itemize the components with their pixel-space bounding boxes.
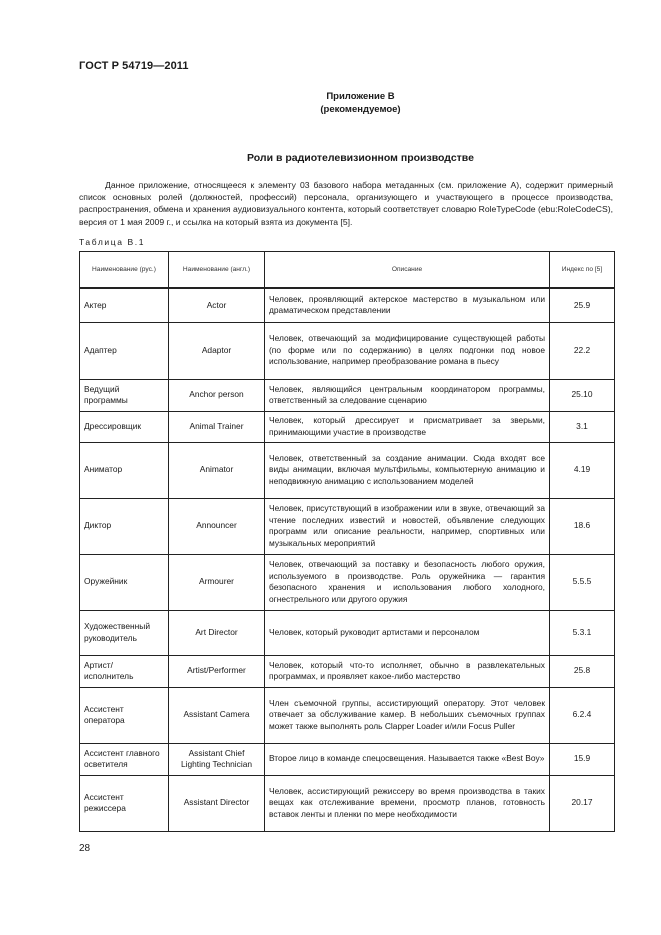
cell-index: 3.1 (550, 411, 615, 442)
cell-index: 18.6 (550, 498, 615, 554)
cell-name-en: Assistant Camera (169, 687, 265, 743)
cell-name-en: Announcer (169, 498, 265, 554)
roles-table (79, 251, 615, 832)
cell-description: Второе лицо в команде спецосвещения. Называется также «Best Boy» (265, 743, 550, 775)
cell-index: 6.2.4 (550, 687, 615, 743)
section-title: Роли в радиотелевизионном производстве (247, 152, 474, 164)
table-header-row (80, 252, 615, 289)
table-row (80, 411, 615, 442)
cell-name-en: Artist/Performer (169, 655, 265, 687)
table-row (80, 687, 615, 743)
header-name-en: Наименование (англ.) (169, 252, 265, 289)
cell-description: Человек, ответственный за создание анимации. Сюда входят все виды анимации, включая мультфильмы, компьютерную анимацию и неподвижную анимацию с использованием моделей (265, 442, 550, 498)
cell-name-en: Armourer (169, 554, 265, 610)
cell-name-ru: Ведущий программы (80, 379, 169, 411)
cell-name-ru: Адаптер (80, 322, 169, 379)
cell-index: 22.2 (550, 322, 615, 379)
document-code: ГОСТ Р 54719—2011 (79, 60, 189, 72)
cell-name-en: Assistant Chief Lighting Technician (169, 743, 265, 775)
cell-name-en: Assistant Director (169, 775, 265, 831)
cell-name-ru: Актер (80, 288, 169, 322)
cell-name-ru: Ассистент режиссера (80, 775, 169, 831)
cell-name-ru: Диктор (80, 498, 169, 554)
cell-name-en: Adaptor (169, 322, 265, 379)
table-row (80, 288, 615, 322)
cell-index: 5.5.5 (550, 554, 615, 610)
cell-description: Человек, который дрессирует и присматривает за зверьми, принимающими участие в производстве (265, 411, 550, 442)
cell-description: Человек, являющийся центральным координатором программы, ответственный за следование сценарию (265, 379, 550, 411)
cell-name-en: Actor (169, 288, 265, 322)
cell-name-en: Animator (169, 442, 265, 498)
cell-description: Человек, присутствующий в изображении или в звуке, отвечающий за чтение последних известий и новостей, объявление следующих программ или описание реальности, например, спортивных или музыкальных мероприятий (265, 498, 550, 554)
table-body (80, 288, 615, 831)
table-row (80, 322, 615, 379)
cell-index: 15.9 (550, 743, 615, 775)
cell-description: Человек, отвечающий за поставку и безопасность любого оружия, используемого в производстве. Роль оружейника — гарантия безопасного хранения и использования любого холодного, огнестрельного или другого оружия (265, 554, 550, 610)
annex-subtitle: (рекомендуемое) (320, 104, 401, 115)
cell-description: Член съемочной группы, ассистирующий оператору. Этот человек отвечает за обслуживание камер. В небольших съемочных группах может также выполнять роль Clapper Loader и/или Focus Puller (265, 687, 550, 743)
cell-description: Человек, отвечающий за модифицирование существующей работы (по форме или по содержанию) в целях подгонки под новое использование, например преобразование романа в пьесу (265, 322, 550, 379)
cell-name-ru: Дрессировщик (80, 411, 169, 442)
table-row (80, 775, 615, 831)
table-row (80, 379, 615, 411)
cell-description: Человек, ассистирующий режиссеру во время производства в таких вещах как отслеживание времени, просмотр планов, готовность вставок ленты и пленки по мере необходимости (265, 775, 550, 831)
table-row (80, 743, 615, 775)
table-caption: Таблица В.1 (79, 237, 146, 247)
cell-name-ru: Оружейник (80, 554, 169, 610)
cell-name-ru: Артист/ исполнитель (80, 655, 169, 687)
header-name-ru: Наименование (рус.) (80, 252, 169, 289)
cell-index: 20.17 (550, 775, 615, 831)
cell-name-ru: Ассистент оператора (80, 687, 169, 743)
table-row (80, 442, 615, 498)
cell-index: 25.8 (550, 655, 615, 687)
cell-description: Человек, проявляющий актерское мастерство в музыкальном или драматическом представлении (265, 288, 550, 322)
header-index: Индекс по [5] (550, 252, 615, 289)
cell-name-ru: Ассистент главного осветителя (80, 743, 169, 775)
intro-paragraph: Данное приложение, относящееся к элементу 03 базового набора метаданных (см. приложение А), содержит примерный список основных ролей (должностей, профессий) персонала, организующего и участвующего в процессе производства, распространения, обмена и хранения аудиовизуального контента, который соответствует словарю RoleTypeCode (ebu:RoleCodeCS), версия от 1 мая 2009 г., и ссылка на который взята из документа [5]. (79, 180, 613, 227)
cell-description: Человек, который что-то исполняет, обычно в развлекательных программах, и проявляет какое-либо мастерство (265, 655, 550, 687)
table-row (80, 610, 615, 655)
cell-index: 4.19 (550, 442, 615, 498)
cell-name-en: Art Director (169, 610, 265, 655)
cell-description: Человек, который руководит артистами и персоналом (265, 610, 550, 655)
cell-name-ru: Художественный руководитель (80, 610, 169, 655)
cell-name-en: Animal Trainer (169, 411, 265, 442)
cell-index: 25.10 (550, 379, 615, 411)
cell-index: 25.9 (550, 288, 615, 322)
table-row (80, 498, 615, 554)
page-number: 28 (79, 843, 91, 854)
cell-name-ru: Аниматор (80, 442, 169, 498)
header-description: Описание (265, 252, 550, 289)
table-row (80, 655, 615, 687)
annex-title: Приложение В (326, 91, 395, 102)
cell-index: 5.3.1 (550, 610, 615, 655)
table-row (80, 554, 615, 610)
cell-name-en: Anchor person (169, 379, 265, 411)
